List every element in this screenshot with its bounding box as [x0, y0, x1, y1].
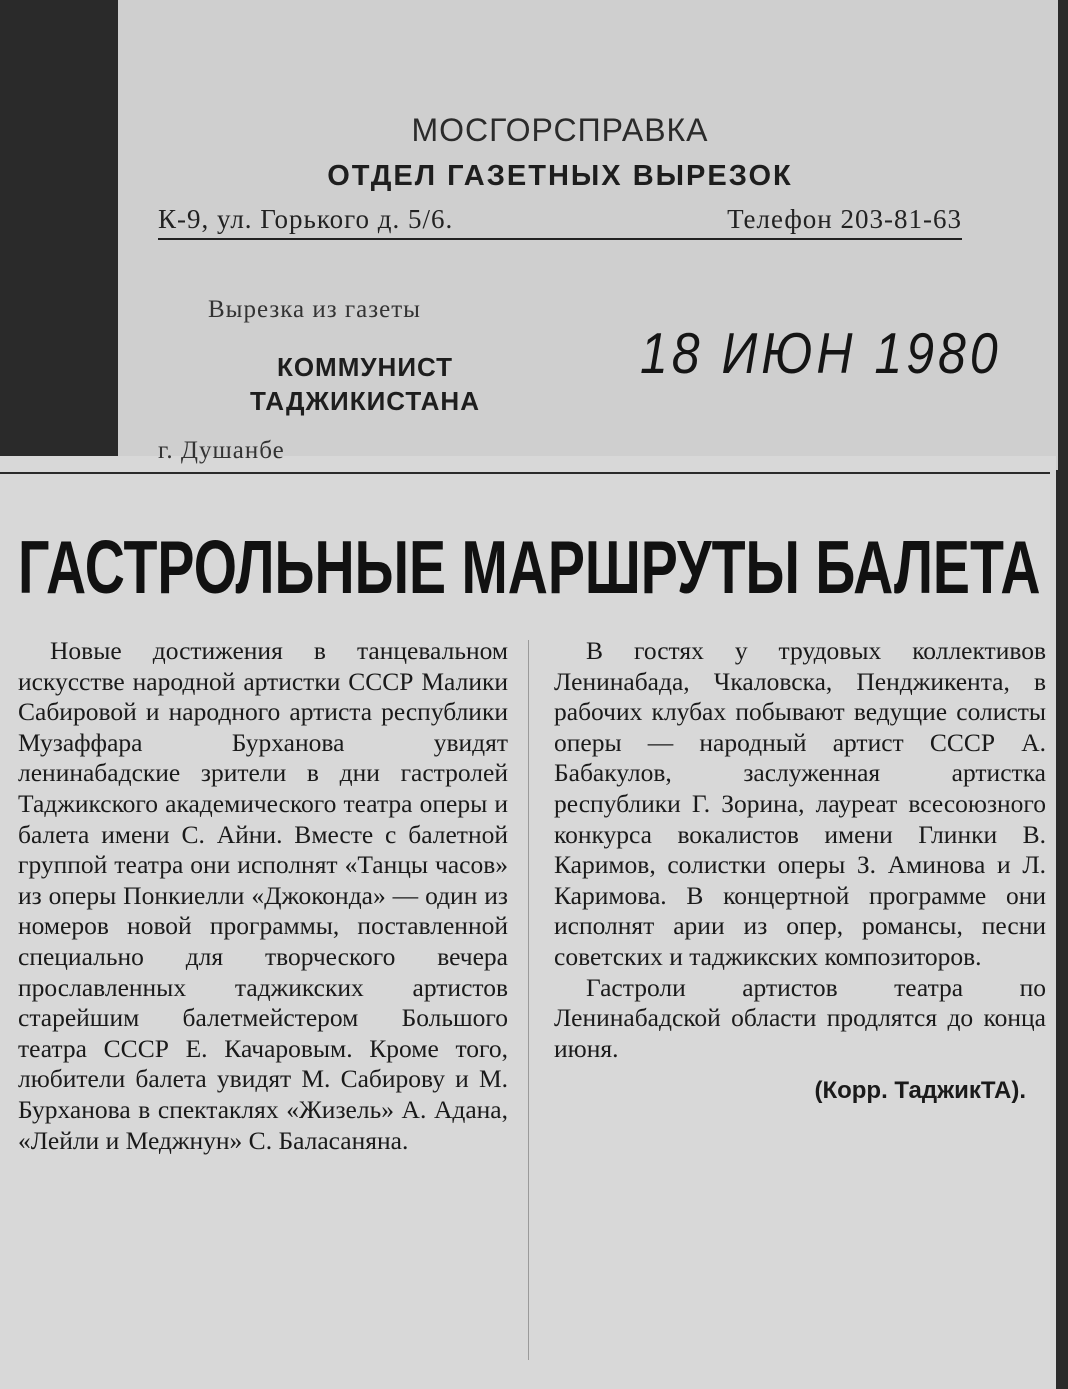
article-paragraph-2: В гостях у трудовых коллективов Ленинабада, Чкаловска, Пенджикента, в рабочих клубах побывают ведущие солисты оперы — народный артист СССР А. Бабакулов, заслуженная артистка республики Г. Зорина, лауреат всесоюзного конкурса вокалистов имени Глинки В. Каримов, солистки оперы З. Аминова и Л. Каримова. В концертной программе они исполнят арии из опер, романсы, песни советских и таджикских композиторов. — [554, 636, 1046, 971]
source-label: Вырезка из газеты — [208, 296, 421, 323]
city-label: г. Душанбе — [158, 437, 285, 464]
article-paragraph-1: Новые достижения в танцевальном искусстве народной артистки СССР Малики Сабировой и народного артиста республики Музаффара Бурханова увидят ленинабадские зрители в дни гастролей Таджикского академического театра оперы и балета имени С. Айни. Вместе с балетной группой театра они исполнят «Танцы часов» из оперы Понкиелли «Джоконда» — один из номеров новой программы, поставленной специально для творческого вечера прославленных таджикских артистов старейшим балетмейстером Большого театра СССР Е. Качаровым. Кроме того, любители балета увидят М. Сабирову и М. Бурханова в спектаклях «Жизель» А. Адана, «Лейли и Меджнун» С. Баласаняна. — [18, 636, 508, 1155]
article-headline: ГАСТРОЛЬНЫЕ МАРШРУТЫ БАЛЕТА — [18, 524, 1041, 610]
phone-number: Телефон 203-81-63 — [727, 204, 962, 234]
date-stamp: 18 ИЮН 1980 — [640, 321, 1002, 386]
article-column-left — [18, 636, 508, 1156]
address: К-9, ул. Горького д. 5/6. — [158, 204, 454, 234]
top-rule — [0, 472, 1050, 474]
article-byline: (Корр. ТаджикТА). — [814, 1077, 1026, 1105]
newspaper-name-line2: ТАДЖИКИСТАНА — [250, 386, 480, 416]
bureau-name: МОСГОРСПРАВКА — [411, 112, 709, 148]
article-column-right — [554, 636, 1046, 1107]
address-line — [158, 200, 962, 240]
article-paragraph-3: Гастроли артистов театра по Ленинабадской области продлятся до конца июня. — [554, 972, 1046, 1063]
column-divider — [528, 640, 529, 1360]
newspaper-name-line1: КОММУНИСТ — [276, 352, 454, 382]
department-title: ОТДЕЛ ГАЗЕТНЫХ ВЫРЕЗОК — [327, 160, 793, 192]
newspaper-name — [205, 350, 525, 418]
